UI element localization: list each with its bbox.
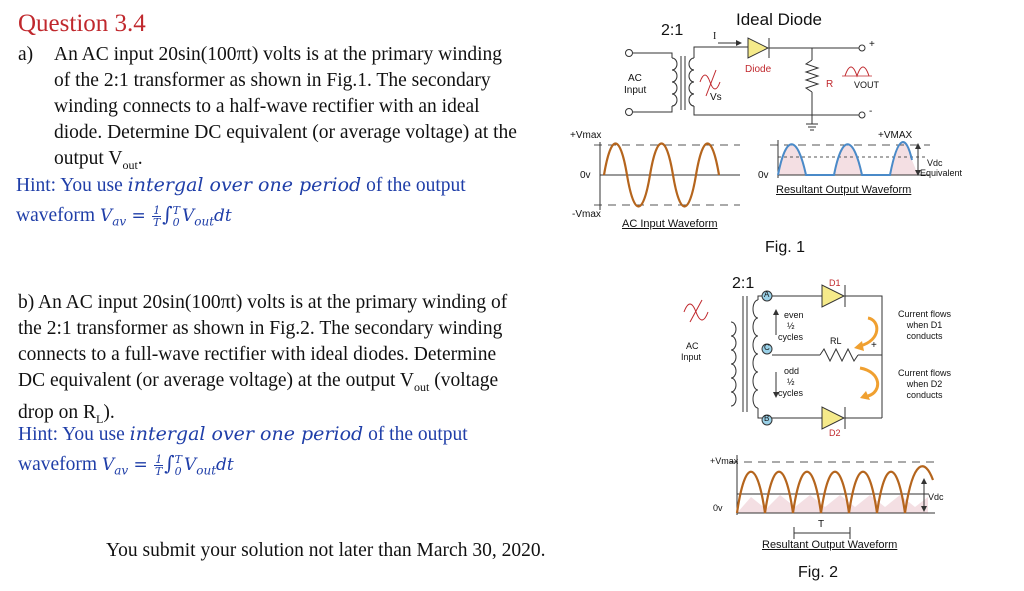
- part-b-hint-line-2: waveform $V_{av}$ = $\frac{1}{T}$ ∫ T 0 $V_{out}dt$: [18, 451, 234, 478]
- part-b-line-1: b) An AC input 20sin(100πt) volts is at the primary winding of: [18, 292, 508, 313]
- fig2-vdc: Vdc: [928, 492, 944, 502]
- part-b-line-5: drop on $R_L$).: [18, 401, 115, 426]
- fig1-caption: Fig. 1: [765, 239, 806, 256]
- part-a-line-4: diode. Determine DC equivalent (or average voltage) at the: [54, 122, 517, 143]
- fig1-diode-label: Diode: [745, 64, 772, 75]
- fig2-ac-label: AC: [686, 341, 699, 351]
- part-a-line-3: winding connects to a half-wave rectifier with an ideal: [54, 96, 480, 117]
- fig2-odd-2: ½: [787, 377, 795, 387]
- fig1-vmax2: +VMAX: [878, 130, 913, 141]
- fig2-even-1: even: [784, 310, 804, 320]
- fig2-node-a: A: [764, 290, 770, 299]
- fig2-odd-1: odd: [784, 366, 800, 376]
- part-b-line-3: connects to a full-wave rectifier with ideal diodes. Determine: [18, 344, 497, 365]
- fig2-vmax: +Vmax: [710, 456, 739, 466]
- part-b-line-4: DC equivalent (or average voltage) at the output $V_{out}$ (voltage: [18, 370, 499, 394]
- part-a-line-1: An AC input 20sin(100πt) volts is at the primary winding: [54, 44, 503, 65]
- average-formula-b: $V_{av}$ = $\frac{1}{T}$ ∫ T 0 $V_{out}dt$: [101, 451, 234, 478]
- question-title: Question 3.4: [18, 10, 146, 37]
- fig1-zero2: 0v: [758, 170, 769, 181]
- fig1-equivalent: Equivalent: [920, 168, 963, 178]
- fig2-plus: +: [871, 340, 877, 351]
- deadline-note: You submit your solution not later than March 30, 2020.: [106, 540, 546, 561]
- fig1-plus: +: [869, 39, 875, 50]
- fig2-node-c: C: [764, 343, 770, 352]
- fig2-even-3: cycles: [778, 332, 804, 342]
- fig2-even-2: ½: [787, 321, 795, 331]
- fig1-r-label: R: [826, 79, 834, 90]
- part-a-line-5: output $V_{out}$.: [54, 148, 143, 172]
- fig2-ratio: 2:1: [732, 275, 755, 292]
- fig2-d2: D2: [829, 428, 841, 438]
- fig1-title: Ideal Diode: [736, 10, 823, 29]
- part-b-hint-line-1: Hint: You use intergal over one period of the output: [18, 423, 468, 445]
- fig1-ac-label: AC: [628, 73, 642, 84]
- fig1-current-label: I: [713, 31, 717, 42]
- fig1-input-caption: AC Input Waveform: [622, 218, 718, 230]
- fig1-zero: 0v: [580, 170, 591, 181]
- fig1-vs-label: Vs: [710, 92, 722, 103]
- fig2-output-caption: Resultant Output Waveform: [762, 539, 898, 551]
- fig1-ratio: 2:1: [661, 22, 684, 39]
- fig2-flow-d2: Current flows when D2 conducts: [898, 368, 952, 400]
- fig2-node-b: B: [764, 414, 770, 423]
- fig2-odd-3: cycles: [778, 388, 804, 398]
- part-a-line-2: of the 2:1 transformer as shown in Fig.1. The secondary: [54, 70, 491, 91]
- fig1-output-caption: Resultant Output Waveform: [776, 184, 912, 196]
- fig2-flow-d1: Current flows when D1 conducts: [898, 309, 952, 341]
- fig1-input-label: Input: [624, 85, 647, 96]
- fig2-rl-label: RL: [830, 336, 842, 346]
- fig1-vmax-neg: -Vmax: [572, 209, 601, 220]
- fig1-vdc: Vdc: [927, 158, 943, 168]
- average-formula-a: $V_{av}$ = $\frac{1}{T}$ ∫ T 0 $V_{out}dt$: [99, 202, 232, 229]
- fig2-caption: Fig. 2: [798, 564, 839, 581]
- fig2-input-label: Input: [681, 352, 702, 362]
- fig2-d1: D1: [829, 278, 841, 288]
- part-b-line-2: the 2:1 transformer as shown in Fig.2. The secondary winding: [18, 318, 503, 339]
- fig2-period-label: T: [818, 519, 825, 530]
- fig2-zero: 0v: [713, 503, 723, 513]
- part-a-hint-line-1: Hint: You use intergal over one period of the output: [16, 174, 466, 196]
- part-a-marker: a): [18, 44, 34, 65]
- fig1-minus: -: [869, 106, 873, 117]
- fig1-vout-label: VOUT: [854, 80, 880, 90]
- fig1-vmax-pos: +Vmax: [570, 130, 602, 141]
- part-a-hint-line-2: waveform $V_{av}$ = $\frac{1}{T}$ ∫ T 0 $V_{out}dt$: [16, 202, 232, 229]
